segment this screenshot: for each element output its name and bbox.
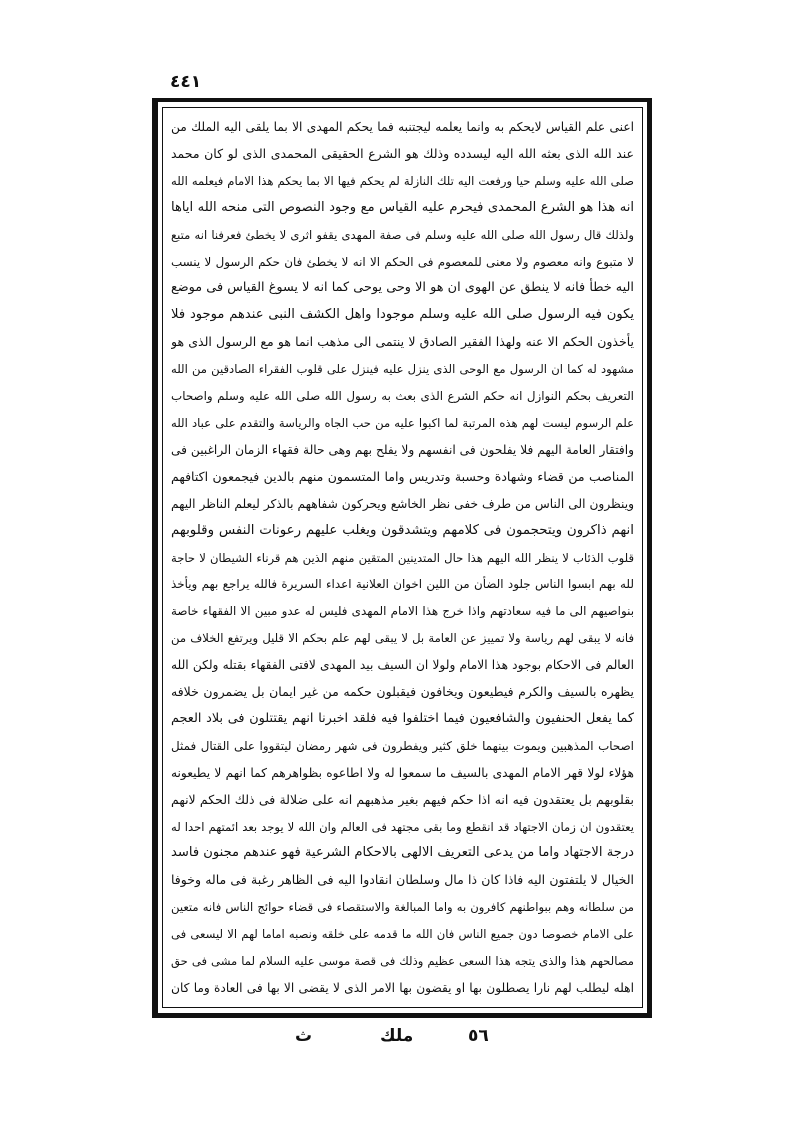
- text-line: المناصب من قضاء وشهادة وحسبة وتدريس واما المتسمون منهم بالدين فيجمعون اكتافهم: [171, 468, 634, 484]
- text-line: مشهود له كما ان الرسول مع الوحى الذى ينزل عليه فينزل على قلوب الفقراء الصادقين من الله: [171, 362, 634, 377]
- text-line: يظهره بالسيف والكرم فيطيعون ويخافون فيقبلون حكمه من غير ايمان بل يضمرون خلافه: [171, 684, 634, 700]
- text-line: يأخذون الحكم الا عنه ولهذا الفقير الصادق لا ينتمى الى مذهب انما هو مع الرسول الذى هو: [171, 334, 634, 350]
- text-line: هؤلاء لولا قهر الامام المهدى بالسيف ما سمعوا له ولا اطاعوه بظواهرهم كما انهم لا يطيعونه: [171, 765, 634, 780]
- text-line: اليه خطأ فانه لا ينطق عن الهوى ان هو الا وحى يوحى كما انه لا يسوغ القياس فى موضع: [171, 280, 634, 296]
- text-line: كما يفعل الحنفيون والشافعيون فيما اختلفوا فيه فلقد اخبرنا انهم يقتتلون فى بلاد العجم: [171, 710, 634, 726]
- text-line: ولذلك قال رسول الله صلى الله عليه وسلم فى صفة المهدى يقفو اثرى لا يخطئ فعرفنا انه متبع: [171, 227, 634, 242]
- signature-mark-middle: ملك: [380, 1026, 414, 1046]
- text-line: من سلطانه وهم ببواطنهم كافرون به واما المبالغة والاستقصاء فى قضاء حوائج الناس فانه متعين: [171, 900, 634, 915]
- text-line: قلوب الذئاب لا ينظر الله اليهم هذا حال المتدينين المتقين منهم الذين هم قرناء الشيطان لا حاجة: [171, 550, 634, 565]
- text-line: لله بهم ابسوا الناس جلود الضأن من اللين اخوان العلانية اعداء السريرة فالله يراجع بهم ويأخذ: [171, 577, 634, 592]
- text-line: انهم ذاكرون ويتحجمون فى كلامهم ويتشدقون ويغلب عليهم رعونات النفس وقلوبهم: [171, 522, 634, 538]
- text-frame-outer-border: [152, 98, 652, 1018]
- text-line: درجة الاجتهاد واما من يدعى التعريف الالهى بالاحكام الشرعية فهو عندهم مجنون فاسد: [171, 845, 634, 861]
- text-line: اصحاب المذهبين ويموت بينهما خلق كثير ويفطرون فى شهر رمضان ليتقووا على القتال فمثل: [171, 738, 634, 753]
- text-line: بقلوبهم بل يعتقدون فيه انه اذا حكم فيهم بغير مذهبهم انه على ضلالة فى ذلك الحكم لانهم: [171, 791, 634, 807]
- text-line: لا متبوع وانه معصوم ولا معنى للمعصوم فى الحكم الا انه لا يخطئ فان حكم الرسول لا ينسب: [171, 254, 634, 269]
- body-text: [171, 114, 634, 1002]
- text-line: فانه لا يبقى لهم رياسة ولا تمييز عن العامة بل لا يبقى لهم علم بحكم الا قليل ويرتفع الخلاف من: [171, 631, 634, 646]
- text-line: بنواصيهم الى ما فيه سعادتهم واذا خرج هذا الامام المهدى فليس له عدو مبين الا الفقهاء خاصة: [171, 604, 634, 619]
- text-frame-inner-border: [162, 107, 643, 1008]
- text-line: العالم فى الاحكام بوجود هذا الامام ولولا ان السيف بيد المهدى لافتى الفقهاء بقتله ولكن الله: [171, 658, 634, 673]
- text-line: اهله ليطلب لهم نارا يصطلون بها او يقضون بها الامر الذى لا يقضى الا بها فى العادة وما كان: [171, 981, 634, 995]
- text-line: الخيال لا يلتفتون اليه فاذا كان ذا مال وسلطان انقادوا اليه فى الظاهر رغبة فى ماله وخوفا: [171, 872, 634, 888]
- page-number: ٤٤١: [170, 72, 202, 92]
- text-line: صلى الله عليه وسلم حيا ورفعت اليه تلك النازلة لم يحكم فيها الا بما يحكم هذا الامام فيعلمه الله: [171, 173, 634, 188]
- text-line: يكون فيه الرسول صلى الله عليه وسلم موجودا واهل الكشف النبى عندهم موجود فلا: [171, 307, 634, 323]
- text-line: مصالحهم هذا والذى يتجه هذا السعى عظيم وذلك فى قصة موسى عليه السلام لما مشى فى حق: [171, 954, 634, 969]
- text-line: انه هذا هو الشرع المحمدى فيحرم عليه القياس مع وجود النصوص التى منحه الله اياها: [171, 199, 634, 215]
- text-line: على الامام خصوصا دون جميع الناس فان الله ما قدمه على خلقه ونصبه اماما لهم الا ليسعى فى: [171, 927, 634, 942]
- text-line: التعريف بحكم النوازل انه حكم الشرع الذى بعث به رسول الله صلى الله عليه وسلم واصحاب: [171, 389, 634, 404]
- text-line: علم الرسوم ليست لهم هذه المرتبة لما اكبوا عليه من حب الجاه والرياسة والتقدم على عباد الله: [171, 415, 634, 430]
- printer-signature-footer: [0, 1026, 800, 1066]
- signature-mark-left: ث: [295, 1026, 313, 1046]
- text-line: يعتقدون ان زمان الاجتهاد قد انقطع وما بقى مجتهد فى العالم وان الله لا يوجد بعد ائمتهم احدا له: [171, 819, 634, 834]
- text-line: وينظرون الى الناس من طرف خفى نظر الخاشع ويحركون شفاههم بالذكر ليعلم الناظر اليهم: [171, 496, 634, 511]
- signature-number: ٥٦: [468, 1026, 489, 1046]
- text-line: وافتقار العامة اليهم فلا يفلحون فى انفسهم ولا يفلح بهم وهى حالة فقهاء الزمان الراغبين فى: [171, 442, 634, 457]
- text-line: عند الله الذى بعثه الله اليه ليسدده وذلك هو الشرع الحقيقى المحمدى الذى لو كان محمد: [171, 145, 634, 161]
- text-line: اعنى علم القياس لايحكم به وانما يعلمه ليجتنبه فما يحكم المهدى الا بما يلقى اليه الملك من: [171, 120, 634, 134]
